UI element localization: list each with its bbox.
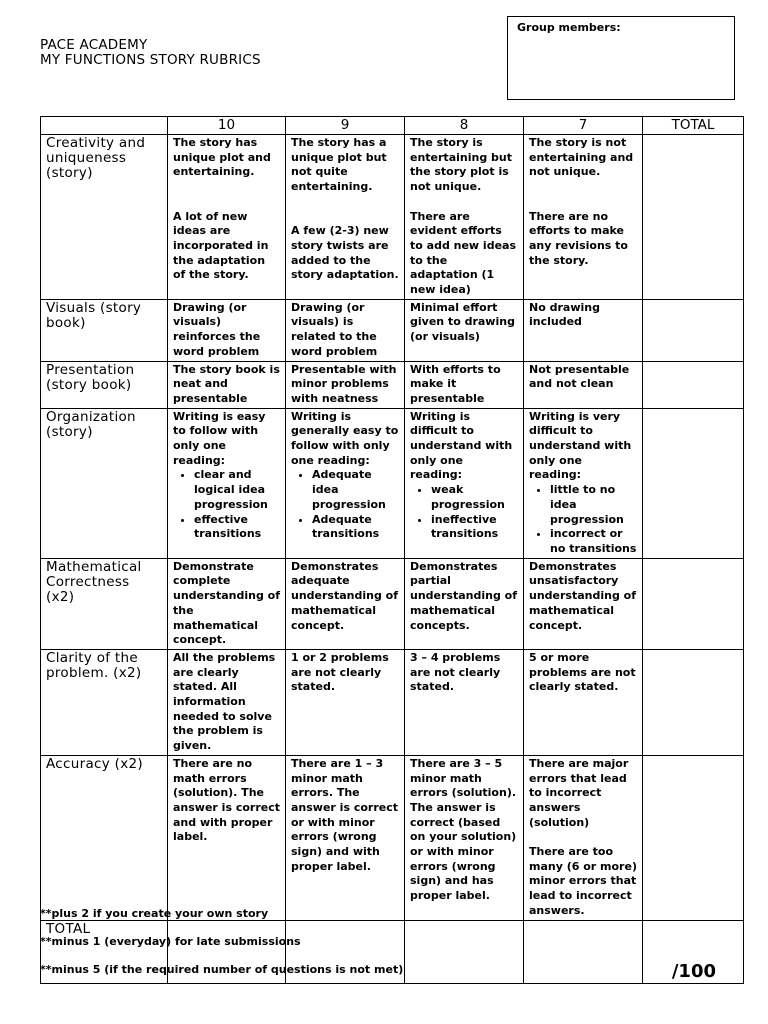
descriptor-cell-8 <box>405 558 524 649</box>
descriptor-text: Demonstrates adequate understanding of mathematical concept. <box>291 559 399 632</box>
descriptor-bullet: • ineffective transitions <box>431 513 518 542</box>
descriptor-text: Writing is very difficult to understand with only one reading: <box>529 409 632 482</box>
descriptor-bullets <box>173 468 280 542</box>
rubric-row <box>41 299 744 361</box>
row-total-cell[interactable] <box>643 299 744 361</box>
school-name: PACE ACADEMY <box>40 37 148 53</box>
criterion-label: Accuracy (x2) <box>41 755 168 920</box>
rubric-row <box>41 755 744 920</box>
descriptor-cell-10 <box>168 408 286 558</box>
descriptor-bullets <box>410 483 518 542</box>
descriptor-bullet: • weak progression <box>431 483 518 512</box>
descriptor-text: With efforts to make it presentable <box>410 362 501 405</box>
header-score-7: 7 <box>524 117 643 135</box>
descriptor-text: The story is not entertaining and not unique. There are no efforts to make any revisions to the story. <box>529 136 634 267</box>
grand-total-cell[interactable] <box>643 920 744 983</box>
descriptor-cell-10 <box>168 649 286 755</box>
descriptor-text: The story has unique plot and entertaining. A lot of new ideas are incorporated in the adaptation of the story. <box>173 136 271 282</box>
descriptor-text: Demonstrate complete understanding of the mathematical concept. <box>173 559 281 647</box>
row-total-cell[interactable] <box>643 558 744 649</box>
descriptor-cell-10 <box>168 558 286 649</box>
descriptor-cell-9 <box>286 299 405 361</box>
descriptor-text: 3 – 4 problems are not clearly stated. <box>410 650 501 694</box>
descriptor-bullet: • Adequate transitions <box>312 513 399 542</box>
descriptor-text: Not presentable and not clean <box>529 362 630 391</box>
criterion-label: Creativity and uniqueness (story) <box>41 135 168 300</box>
group-members-label: Group members: <box>517 21 621 34</box>
total-max: /100 <box>671 960 716 982</box>
descriptor-cell-9 <box>286 408 405 558</box>
descriptor-cell-10 <box>168 135 286 300</box>
rubric-table <box>40 116 744 984</box>
descriptor-cell-7 <box>524 408 643 558</box>
descriptor-bullet: • little to no idea progression <box>550 483 637 527</box>
descriptor-cell-8 <box>405 135 524 300</box>
total-cell-8[interactable] <box>405 920 524 983</box>
criterion-label: Visuals (story book) <box>41 299 168 361</box>
descriptor-cell-7 <box>524 558 643 649</box>
descriptor-cell-7 <box>524 755 643 920</box>
descriptor-cell-9 <box>286 649 405 755</box>
rubric-row <box>41 649 744 755</box>
header-total: TOTAL <box>643 117 744 135</box>
descriptor-text: Presentable with minor problems with neatness <box>291 362 397 405</box>
descriptor-text: There are major errors that lead to incorrect answers (solution) There are too many (6 or more) minor errors that lead to incorrect answers. <box>529 756 637 917</box>
descriptor-text: Demonstrates partial understanding of mathematical concepts. <box>410 559 518 632</box>
descriptor-cell-9 <box>286 558 405 649</box>
criterion-label: Organization (story) <box>41 408 168 558</box>
descriptor-text: Writing is generally easy to follow with only one reading: <box>291 409 399 467</box>
descriptor-text: No drawing included <box>529 300 600 329</box>
note-minus-5: **minus 5 (if the required number of questions is not met) <box>40 963 404 976</box>
group-members-box[interactable] <box>507 16 735 100</box>
row-total-cell[interactable] <box>643 361 744 408</box>
descriptor-cell-10 <box>168 361 286 408</box>
descriptor-text: There are no math errors (solution). The answer is correct and with proper label. <box>173 756 280 844</box>
criterion-label: Mathematical Correctness (x2) <box>41 558 168 649</box>
descriptor-text: The story is entertaining but the story plot is not unique. There are evident efforts to add new ideas to the adaptation (1 new idea) <box>410 136 517 297</box>
descriptor-text: There are 3 – 5 minor math errors (solution). The answer is correct (based on your solution) or with minor errors (wrong sign) and has proper label. <box>410 756 517 903</box>
descriptor-text: 1 or 2 problems are not clearly stated. <box>291 650 389 694</box>
header-score-9: 9 <box>286 117 405 135</box>
descriptor-cell-10 <box>168 755 286 920</box>
descriptor-text: Writing is easy to follow with only one reading: <box>173 409 266 467</box>
header-score-10: 10 <box>168 117 286 135</box>
total-label: TOTAL <box>41 920 168 983</box>
descriptor-cell-8 <box>405 649 524 755</box>
descriptor-text: There are 1 – 3 minor math errors. The answer is correct or with minor errors (wrong sign) and with proper label. <box>291 756 398 873</box>
descriptor-text: Drawing (or visuals) is related to the word problem <box>291 300 378 358</box>
descriptor-cell-8 <box>405 408 524 558</box>
criterion-label: Clarity of the problem. (x2) <box>41 649 168 755</box>
descriptor-bullets <box>529 483 637 557</box>
document-heading <box>40 38 261 68</box>
descriptor-cell-9 <box>286 361 405 408</box>
descriptor-cell-8 <box>405 361 524 408</box>
rubric-row <box>41 135 744 300</box>
descriptor-bullet: • effective transitions <box>194 513 280 542</box>
note-minus-1: **minus 1 (everyday) for late submissions <box>40 935 301 948</box>
descriptor-cell-7 <box>524 649 643 755</box>
descriptor-bullet: • clear and logical idea progression <box>194 468 280 512</box>
row-total-cell[interactable] <box>643 408 744 558</box>
descriptor-cell-7 <box>524 299 643 361</box>
descriptor-cell-10 <box>168 299 286 361</box>
descriptor-text: Drawing (or visuals) reinforces the word problem <box>173 300 261 358</box>
descriptor-cell-8 <box>405 299 524 361</box>
header-score-8: 8 <box>405 117 524 135</box>
descriptor-bullet: • Adequate idea progression <box>312 468 399 512</box>
descriptor-text: 5 or more problems are not clearly stated. <box>529 650 636 694</box>
descriptor-bullet: • incorrect or no transitions <box>550 527 637 556</box>
descriptor-text: Demonstrates unsatisfactory understanding of mathematical concept. <box>529 559 637 632</box>
descriptor-cell-7 <box>524 135 643 300</box>
rubric-row <box>41 361 744 408</box>
criterion-label: Presentation (story book) <box>41 361 168 408</box>
descriptor-text: All the problems are clearly stated. All information needed to solve the problem is given. <box>173 650 276 753</box>
row-total-cell[interactable] <box>643 649 744 755</box>
descriptor-text: The story book is neat and presentable <box>173 362 280 405</box>
row-total-cell[interactable] <box>643 135 744 300</box>
descriptor-cell-9 <box>286 755 405 920</box>
rubric-row <box>41 558 744 649</box>
score-header-row <box>41 117 744 135</box>
rubric-title: MY FUNCTIONS STORY RUBRICS <box>40 52 261 68</box>
descriptor-cell-8 <box>405 755 524 920</box>
rubric-row <box>41 408 744 558</box>
descriptor-text: The story has a unique plot but not quite entertaining. A few (2-3) new story twists are added to the story adaptation. <box>291 136 399 282</box>
row-total-cell[interactable] <box>643 755 744 920</box>
descriptor-cell-7 <box>524 361 643 408</box>
header-blank <box>41 117 168 135</box>
descriptor-text: Writing is difficult to understand with only one reading: <box>410 409 513 482</box>
total-cell-7[interactable] <box>524 920 643 983</box>
descriptor-text: Minimal effort given to drawing (or visuals) <box>410 300 515 344</box>
note-plus-2: **plus 2 if you create your own story <box>40 907 269 920</box>
descriptor-bullets <box>291 468 399 542</box>
descriptor-cell-9 <box>286 135 405 300</box>
